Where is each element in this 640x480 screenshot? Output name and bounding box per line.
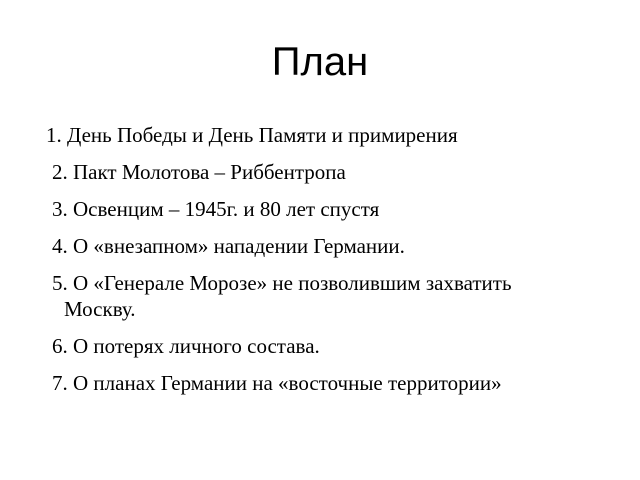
plan-list [0,122,640,407]
page-title: План [271,40,369,84]
list-item [0,196,640,222]
list-item-text: 5. О «Генерале Морозе» не позволившим захватить [52,271,512,295]
list-item-text: 1. День Победы и День Памяти и примирения [46,123,458,147]
list-item [0,159,640,185]
list-item-text: 6. О потерях личного состава. [52,334,320,358]
list-item-text: 2. Пакт Молотова – Риббентропа [52,160,346,184]
list-item-continuation: Москву. [64,297,136,321]
list-item [0,122,640,148]
list-item [0,370,640,396]
list-item-text: 7. О планах Германии на «восточные территории» [52,371,502,395]
list-item [0,270,640,322]
list-item-text: 4. О «внезапном» нападении Германии. [52,234,405,258]
list-item [0,233,640,259]
list-item [0,333,640,359]
list-item-text: 3. Освенцим – 1945г. и 80 лет спустя [52,197,380,221]
